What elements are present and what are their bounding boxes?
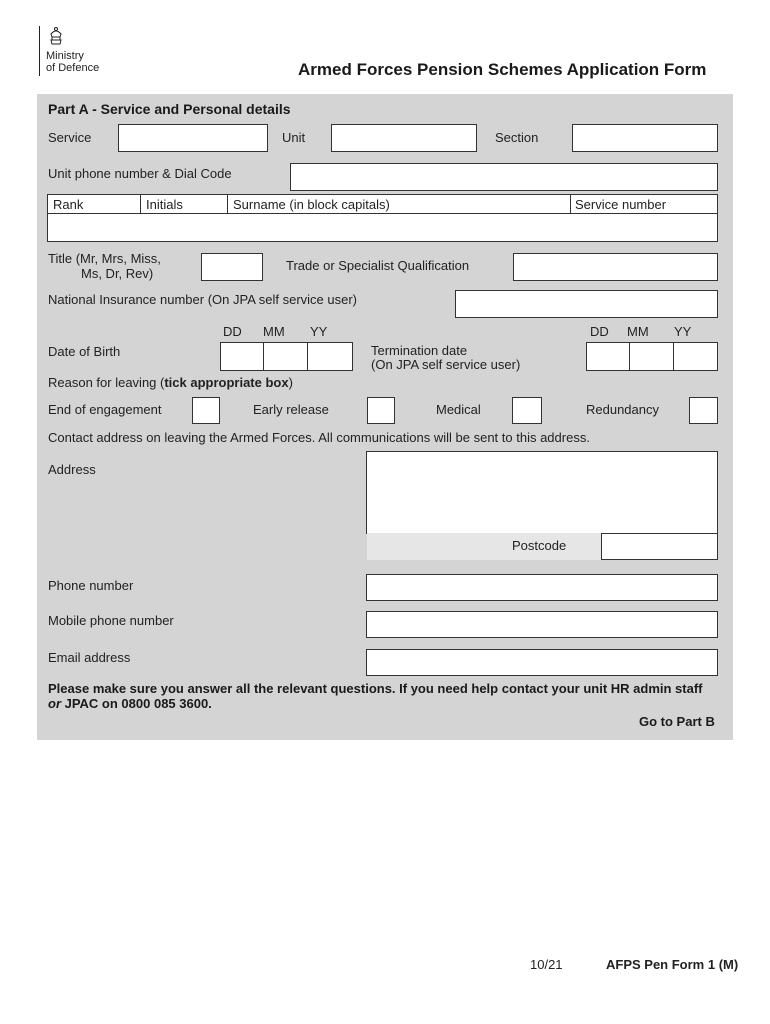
form-code: AFPS Pen Form 1 (M) — [606, 957, 739, 972]
term-month-field[interactable] — [629, 342, 674, 371]
personal-grid-header — [47, 194, 718, 214]
unit-label: Unit — [282, 130, 306, 145]
part-a-title: Part A - Service and Personal details — [48, 101, 291, 117]
service-label: Service — [48, 130, 92, 145]
rank-column-label: Rank — [53, 197, 84, 212]
medical-checkbox[interactable] — [512, 397, 542, 424]
email-label: Email address — [48, 650, 131, 665]
phone-field[interactable] — [366, 574, 718, 601]
term-year-field[interactable] — [673, 342, 718, 371]
term-day-field[interactable] — [586, 342, 630, 371]
royal-crest-icon — [48, 26, 64, 46]
dob-day-field[interactable] — [220, 342, 264, 371]
service-field[interactable] — [118, 124, 268, 152]
term-mm-label: MM — [627, 324, 649, 339]
surname-field[interactable] — [228, 215, 570, 241]
contact-note: Contact address on leaving the Armed Forces. All communications will be sent to this address. — [48, 430, 590, 445]
trade-label: Trade or Specialist Qualification — [286, 258, 470, 273]
dob-mm-label: MM — [263, 324, 285, 339]
postcode-label: Postcode — [512, 538, 567, 553]
address-field[interactable] — [366, 451, 718, 534]
ni-field[interactable] — [455, 290, 718, 318]
end-of-engagement-label: End of engagement — [48, 402, 162, 417]
postcode-field[interactable] — [601, 533, 718, 560]
unit-phone-field[interactable] — [290, 163, 718, 191]
redundancy-checkbox[interactable] — [689, 397, 718, 424]
service-number-field[interactable] — [571, 215, 717, 241]
termination-label: Termination date (On JPA self service user) — [371, 343, 521, 372]
address-label: Address — [48, 462, 96, 477]
initials-field[interactable] — [141, 215, 227, 241]
dob-yy-label: YY — [310, 324, 328, 339]
title-label: Title (Mr, Mrs, Miss, Ms, Dr, Rev) — [48, 251, 161, 281]
surname-column-label: Surname (in block capitals) — [233, 197, 390, 212]
go-to-part-b: Go to Part B — [639, 714, 715, 729]
mobile-field[interactable] — [366, 611, 718, 638]
unit-field[interactable] — [331, 124, 477, 152]
dob-label: Date of Birth — [48, 344, 121, 359]
trade-field[interactable] — [513, 253, 718, 281]
dob-year-field[interactable] — [307, 342, 353, 371]
organisation-name: Ministry of Defence — [46, 50, 100, 74]
logo-divider — [39, 26, 40, 76]
initials-column-label: Initials — [146, 197, 183, 212]
email-field[interactable] — [366, 649, 718, 676]
title-field[interactable] — [201, 253, 263, 281]
mobile-label: Mobile phone number — [48, 613, 174, 628]
early-release-label: Early release — [253, 402, 329, 417]
early-release-checkbox[interactable] — [367, 397, 395, 424]
form-title: Armed Forces Pension Schemes Application Form — [298, 60, 707, 79]
dob-month-field[interactable] — [263, 342, 308, 371]
term-yy-label: YY — [674, 324, 692, 339]
phone-label: Phone number — [48, 578, 134, 593]
medical-label: Medical — [436, 402, 481, 417]
section-field[interactable] — [572, 124, 718, 152]
unit-phone-label: Unit phone number & Dial Code — [48, 166, 232, 181]
help-note: Please make sure you answer all the relevant questions. If you need help contact your unit HR admin staff or JPAC on 0800 085 3600. — [48, 681, 703, 711]
redundancy-label: Redundancy — [586, 402, 659, 417]
service-number-column-label: Service number — [575, 197, 667, 212]
rank-field[interactable] — [48, 215, 140, 241]
form-date: 10/21 — [530, 957, 563, 972]
dob-dd-label: DD — [223, 324, 242, 339]
reason-label: Reason for leaving (tick appropriate box) — [48, 375, 293, 390]
term-dd-label: DD — [590, 324, 609, 339]
ni-label: National Insurance number (On JPA self service user) — [48, 292, 358, 307]
section-label: Section — [495, 130, 539, 145]
end-of-engagement-checkbox[interactable] — [192, 397, 220, 424]
